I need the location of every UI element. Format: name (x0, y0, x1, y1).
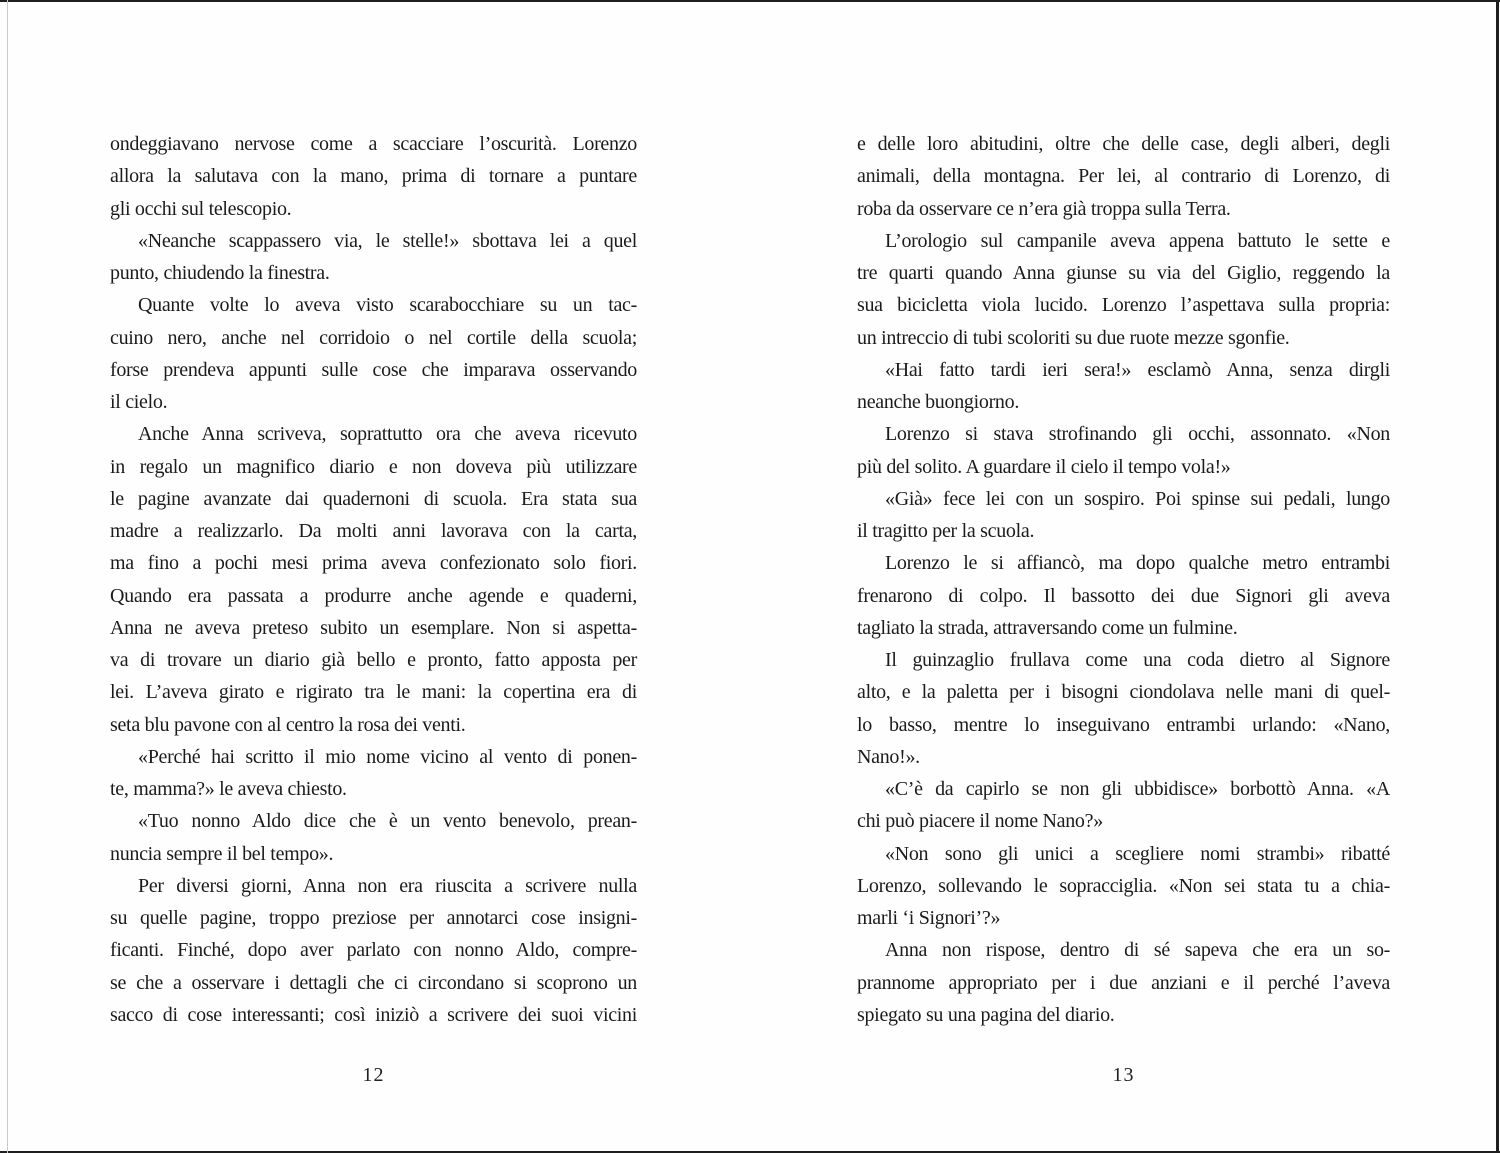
text-line: va di trovare un diario già bello e pronto, fatto apposta per (110, 649, 637, 671)
text-line: neanche buongiorno. (857, 391, 1020, 413)
text-line: «Non sono gli unici a scegliere nomi strambi» ribatté (885, 842, 1390, 865)
page-left-text-block (110, 128, 637, 1031)
text-line: ma fino a pochi mesi prima aveva confezionato solo fiori. (110, 552, 637, 575)
text-line: Anna ne aveva preteso subito un esemplare. Non si aspetta- (110, 616, 637, 639)
text-line: L’orologio sul campanile aveva appena battuto le sette e (885, 229, 1390, 252)
text-line: in regalo un magnifico diario e non doveva più utilizzare (110, 455, 637, 478)
text-line: ondeggiavano nervose come a scacciare l’oscurità. Lorenzo (110, 133, 637, 155)
text-line: roba da osservare ce n’era già troppa sulla Terra. (857, 197, 1231, 220)
text-line: madre a realizzarlo. Da molti anni lavorava con la carta, (110, 520, 637, 542)
text-line: gli occhi sul telescopio. (110, 197, 292, 220)
text-line: e delle loro abitudini, oltre che delle case, degli alberi, degli (857, 133, 1390, 155)
text-line: animali, della montagna. Per lei, al contrario di Lorenzo, di (857, 165, 1390, 188)
text-line: cuino nero, anche nel corridoio o nel cortile della scuola; (110, 326, 637, 349)
text-line: punto, chiudendo la finestra. (110, 262, 330, 284)
text-line: Anche Anna scriveva, soprattutto ora che aveva ricevuto (138, 423, 637, 446)
text-line: «Neanche scappassero via, le stelle!» sbottava lei a quel (138, 229, 637, 252)
text-line: lo basso, mentre lo inseguivano entrambi urlando: «Nano, (857, 713, 1390, 736)
page-right-number: 13 (1112, 1064, 1135, 1086)
text-line: Nano!». (857, 745, 920, 768)
text-line: Lorenzo le si affiancò, ma dopo qualche metro entrambi (885, 552, 1390, 575)
text-line: te, mamma?» le aveva chiesto. (110, 778, 347, 800)
text-line: chi può piacere il nome Nano?» (857, 810, 1103, 833)
text-line: un intreccio di tubi scoloriti su due ruote mezze sgonfie. (857, 326, 1290, 349)
text-line: «Tuo nonno Aldo dice che è un vento benevolo, prean- (138, 810, 637, 833)
text-line: allora la salutava con la mano, prima di tornare a puntare (110, 165, 637, 188)
text-line: prannome appropriato per i due anziani e il perché l’aveva (857, 971, 1390, 994)
text-line: ficanti. Finché, dopo aver parlato con nonno Aldo, compre- (110, 939, 637, 962)
text-line: Lorenzo si stava strofinando gli occhi, assonnato. «Non (885, 423, 1390, 446)
text-line: Per diversi giorni, Anna non era riuscita a scrivere nulla (138, 874, 637, 897)
text-line: Anna non rispose, dentro di sé sapeva che era un so- (885, 939, 1390, 962)
text-line: sua bicicletta viola lucido. Lorenzo l’aspettava sulla propria: (857, 294, 1390, 317)
text-line: forse prendeva appunti sulle cose che imparava osservando (110, 358, 637, 381)
text-line: nuncia sempre il bel tempo». (110, 842, 334, 865)
text-line: «Perché hai scritto il mio nome vicino al vento di ponen- (138, 745, 637, 768)
text-line: le pagine avanzate dai quadernoni di scuola. Era stata sua (110, 487, 637, 510)
text-line: frenarono di colpo. Il bassotto dei due Signori gli aveva (857, 584, 1390, 607)
text-line: Lorenzo, sollevando le sopracciglia. «Non sei stata tu a chia- (857, 874, 1390, 897)
text-line: il cielo. (110, 391, 168, 413)
text-line: più del solito. A guardare il cielo il tempo vola!» (857, 455, 1231, 478)
text-line: «Hai fatto tardi ieri sera!» esclamò Anna, senza dirgli (885, 358, 1390, 381)
text-line: alto, e la paletta per i bisogni ciondolava nelle mani di quel- (857, 681, 1390, 704)
page-right-text-block (857, 128, 1390, 1031)
text-line: Il guinzaglio frullava come una coda dietro al Signore (885, 649, 1390, 671)
text-line: marli ‘i Signori’?» (857, 907, 1001, 929)
text-line: il tragitto per la scuola. (857, 520, 1035, 542)
text-line: Quando era passata a produrre anche agende e quaderni, (110, 584, 637, 607)
text-line: tagliato la strada, attraversando come un fulmine. (857, 616, 1238, 639)
text-line: seta blu pavone con al centro la rosa dei venti. (110, 713, 466, 736)
text-line: lei. L’aveva girato e rigirato tra le mani: la copertina era di (110, 681, 637, 704)
text-line: tre quarti quando Anna giunse su via del Giglio, reggendo la (857, 262, 1390, 284)
text-line: su quelle pagine, troppo preziose per annotarci cose insigni- (110, 907, 637, 929)
page-left-number: 12 (362, 1064, 385, 1086)
text-line: spiegato su una pagina del diario. (857, 1003, 1115, 1026)
text-line: «C’è da capirlo se non gli ubbidisce» borbottò Anna. «A (885, 778, 1390, 800)
text-line: sacco di cose interessanti; così iniziò a scrivere dei suoi vicini (110, 1003, 637, 1026)
text-line: se che a osservare i dettagli che ci circondano si scoprono un (110, 971, 637, 994)
text-line: Quante volte lo aveva visto scarabocchiare su un tac- (138, 294, 637, 317)
text-line: «Già» fece lei con un sospiro. Poi spinse sui pedali, lungo (885, 487, 1390, 510)
page-right (750, 0, 1500, 1153)
